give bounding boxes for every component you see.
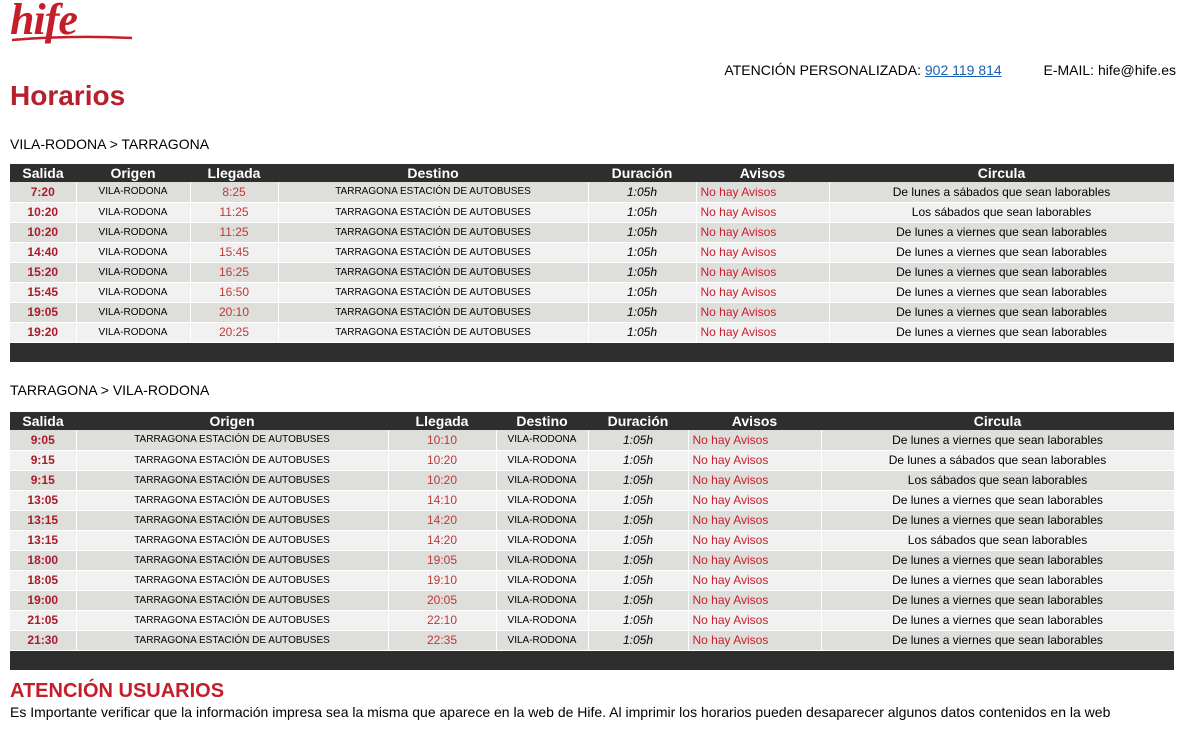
cell-origen: TARRAGONA ESTACIÓN DE AUTOBUSES [76, 470, 388, 490]
cell-circula: De lunes a sábados que sean laborables [821, 450, 1174, 470]
cell-circula: De lunes a viernes que sean laborables [829, 322, 1174, 342]
cell-circula: Los sábados que sean laborables [821, 470, 1174, 490]
schedule-table [10, 412, 1175, 670]
cell-salida: 7:20 [10, 182, 76, 202]
cell-destino: VILA-RODONA [496, 510, 588, 530]
route-title: VILA-RODONA > TARRAGONA [10, 136, 210, 152]
table-row [10, 182, 1174, 202]
phone-label: ATENCIÓN PERSONALIZADA: [724, 62, 921, 78]
cell-llegada: 19:10 [388, 570, 496, 590]
cell-salida: 19:05 [10, 302, 76, 322]
col-circula: Circula [829, 164, 1174, 182]
cell-llegada: 11:25 [190, 222, 278, 242]
cell-origen: TARRAGONA ESTACIÓN DE AUTOBUSES [76, 510, 388, 530]
col-avisos: Avisos [688, 412, 821, 430]
cell-avisos: No hay Avisos [696, 202, 829, 222]
notice-title: ATENCIÓN USUARIOS [10, 680, 225, 702]
cell-salida: 18:05 [10, 570, 76, 590]
cell-llegada: 14:20 [388, 510, 496, 530]
cell-origen: VILA-RODONA [76, 302, 190, 322]
cell-circula: De lunes a viernes que sean laborables [829, 222, 1174, 242]
cell-salida: 9:15 [10, 450, 76, 470]
cell-destino: VILA-RODONA [496, 590, 588, 610]
table-row [10, 570, 1174, 590]
cell-salida: 9:05 [10, 430, 76, 450]
cell-destino: TARRAGONA ESTACIÓN DE AUTOBUSES [278, 242, 588, 262]
cell-destino: VILA-RODONA [496, 430, 588, 450]
cell-circula: De lunes a viernes que sean laborables [829, 242, 1174, 262]
cell-avisos: No hay Avisos [696, 242, 829, 262]
cell-circula: De lunes a viernes que sean laborables [821, 610, 1174, 630]
table-row [10, 610, 1174, 630]
cell-avisos: No hay Avisos [696, 262, 829, 282]
cell-origen: TARRAGONA ESTACIÓN DE AUTOBUSES [76, 550, 388, 570]
cell-llegada: 20:25 [190, 322, 278, 342]
cell-duracion: 1:05h [588, 530, 688, 550]
cell-avisos: No hay Avisos [696, 182, 829, 202]
cell-llegada: 20:10 [190, 302, 278, 322]
cell-salida: 9:15 [10, 470, 76, 490]
table-footer-bar [10, 342, 1174, 362]
table-row [10, 242, 1174, 262]
cell-salida: 15:45 [10, 282, 76, 302]
cell-destino: VILA-RODONA [496, 610, 588, 630]
cell-destino: TARRAGONA ESTACIÓN DE AUTOBUSES [278, 262, 588, 282]
cell-duracion: 1:05h [588, 202, 696, 222]
cell-llegada: 19:05 [388, 550, 496, 570]
email-value: hife@hife.es [1097, 62, 1176, 78]
col-duracion: Duración [588, 412, 688, 430]
cell-circula: De lunes a viernes que sean laborables [821, 510, 1174, 530]
cell-llegada: 10:20 [388, 450, 496, 470]
cell-salida: 13:15 [10, 510, 76, 530]
cell-llegada: 14:10 [388, 490, 496, 510]
cell-salida: 19:20 [10, 322, 76, 342]
table-row [10, 202, 1174, 222]
cell-origen: VILA-RODONA [76, 182, 190, 202]
cell-duracion: 1:05h [588, 590, 688, 610]
cell-salida: 18:00 [10, 550, 76, 570]
table-row [10, 550, 1174, 570]
cell-salida: 19:00 [10, 590, 76, 610]
cell-duracion: 1:05h [588, 570, 688, 590]
cell-duracion: 1:05h [588, 510, 688, 530]
col-avisos: Avisos [696, 164, 829, 182]
cell-circula: Los sábados que sean laborables [821, 530, 1174, 550]
cell-duracion: 1:05h [588, 322, 696, 342]
cell-duracion: 1:05h [588, 630, 688, 650]
cell-llegada: 20:05 [388, 590, 496, 610]
cell-circula: De lunes a viernes que sean laborables [821, 430, 1174, 450]
cell-llegada: 22:10 [388, 610, 496, 630]
cell-avisos: No hay Avisos [688, 610, 821, 630]
cell-avisos: No hay Avisos [688, 490, 821, 510]
cell-duracion: 1:05h [588, 182, 696, 202]
cell-salida: 21:05 [10, 610, 76, 630]
cell-avisos: No hay Avisos [696, 222, 829, 242]
table-row [10, 590, 1174, 610]
cell-avisos: No hay Avisos [688, 630, 821, 650]
cell-circula: Los sábados que sean laborables [829, 202, 1174, 222]
col-origen: Origen [76, 164, 190, 182]
table-row [10, 450, 1174, 470]
cell-destino: VILA-RODONA [496, 450, 588, 470]
cell-origen: TARRAGONA ESTACIÓN DE AUTOBUSES [76, 610, 388, 630]
cell-origen: TARRAGONA ESTACIÓN DE AUTOBUSES [76, 490, 388, 510]
notice-text: Es Importante verificar que la información impresa sea la misma que aparece en la web de Hife. Al imprimir los horarios pueden desaparecer algunos datos contenidos en la web [10, 704, 1111, 720]
cell-llegada: 8:25 [190, 182, 278, 202]
cell-duracion: 1:05h [588, 470, 688, 490]
logo-swoosh-icon [10, 34, 134, 44]
cell-origen: TARRAGONA ESTACIÓN DE AUTOBUSES [76, 530, 388, 550]
table-row [10, 322, 1174, 342]
cell-avisos: No hay Avisos [688, 510, 821, 530]
cell-duracion: 1:05h [588, 282, 696, 302]
cell-salida: 10:20 [10, 222, 76, 242]
cell-llegada: 16:25 [190, 262, 278, 282]
cell-salida: 13:05 [10, 490, 76, 510]
cell-avisos: No hay Avisos [696, 322, 829, 342]
cell-destino: VILA-RODONA [496, 470, 588, 490]
cell-circula: De lunes a sábados que sean laborables [829, 182, 1174, 202]
cell-duracion: 1:05h [588, 302, 696, 322]
cell-origen: TARRAGONA ESTACIÓN DE AUTOBUSES [76, 450, 388, 470]
cell-circula: De lunes a viernes que sean laborables [821, 490, 1174, 510]
cell-destino: TARRAGONA ESTACIÓN DE AUTOBUSES [278, 222, 588, 242]
cell-avisos: No hay Avisos [688, 530, 821, 550]
col-salida: Salida [10, 164, 76, 182]
cell-circula: De lunes a viernes que sean laborables [829, 302, 1174, 322]
col-destino: Destino [496, 412, 588, 430]
cell-duracion: 1:05h [588, 222, 696, 242]
table-row [10, 302, 1174, 322]
cell-duracion: 1:05h [588, 430, 688, 450]
cell-destino: TARRAGONA ESTACIÓN DE AUTOBUSES [278, 202, 588, 222]
cell-circula: De lunes a viernes que sean laborables [829, 262, 1174, 282]
cell-duracion: 1:05h [588, 262, 696, 282]
cell-avisos: No hay Avisos [688, 470, 821, 490]
cell-origen: TARRAGONA ESTACIÓN DE AUTOBUSES [76, 590, 388, 610]
cell-origen: TARRAGONA ESTACIÓN DE AUTOBUSES [76, 430, 388, 450]
table-row [10, 262, 1174, 282]
col-llegada: Llegada [388, 412, 496, 430]
col-salida: Salida [10, 412, 76, 430]
cell-salida: 15:20 [10, 262, 76, 282]
table-row [10, 510, 1174, 530]
cell-origen: TARRAGONA ESTACIÓN DE AUTOBUSES [76, 630, 388, 650]
cell-destino: VILA-RODONA [496, 490, 588, 510]
cell-avisos: No hay Avisos [688, 570, 821, 590]
cell-salida: 10:20 [10, 202, 76, 222]
cell-circula: De lunes a viernes que sean laborables [821, 590, 1174, 610]
cell-destino: TARRAGONA ESTACIÓN DE AUTOBUSES [278, 182, 588, 202]
cell-origen: TARRAGONA ESTACIÓN DE AUTOBUSES [76, 570, 388, 590]
table-footer-bar [10, 650, 1174, 670]
contact-bar [724, 62, 1176, 78]
cell-avisos: No hay Avisos [688, 430, 821, 450]
cell-duracion: 1:05h [588, 242, 696, 262]
table-row [10, 430, 1174, 450]
cell-origen: VILA-RODONA [76, 242, 190, 262]
page-title: Horarios [10, 80, 126, 111]
cell-origen: VILA-RODONA [76, 202, 190, 222]
cell-llegada: 10:10 [388, 430, 496, 450]
table-row [10, 222, 1174, 242]
col-duracion: Duración [588, 164, 696, 182]
cell-salida: 21:30 [10, 630, 76, 650]
route-title: TARRAGONA > VILA-RODONA [10, 382, 210, 398]
cell-destino: VILA-RODONA [496, 630, 588, 650]
cell-avisos: No hay Avisos [688, 450, 821, 470]
cell-origen: VILA-RODONA [76, 322, 190, 342]
hife-logo[interactable]: hife [10, 0, 77, 44]
cell-avisos: No hay Avisos [696, 302, 829, 322]
cell-circula: De lunes a viernes que sean laborables [821, 570, 1174, 590]
cell-circula: De lunes a viernes que sean laborables [821, 550, 1174, 570]
cell-duracion: 1:05h [588, 610, 688, 630]
cell-duracion: 1:05h [588, 490, 688, 510]
cell-destino: TARRAGONA ESTACIÓN DE AUTOBUSES [278, 302, 588, 322]
cell-llegada: 11:25 [190, 202, 278, 222]
table-row [10, 470, 1174, 490]
cell-llegada: 15:45 [190, 242, 278, 262]
cell-avisos: No hay Avisos [688, 550, 821, 570]
schedule-table [10, 164, 1175, 362]
cell-duracion: 1:05h [588, 450, 688, 470]
cell-llegada: 22:35 [388, 630, 496, 650]
cell-duracion: 1:05h [588, 550, 688, 570]
table-row [10, 490, 1174, 510]
cell-origen: VILA-RODONA [76, 222, 190, 242]
col-llegada: Llegada [190, 164, 278, 182]
cell-avisos: No hay Avisos [688, 590, 821, 610]
cell-salida: 14:40 [10, 242, 76, 262]
cell-circula: De lunes a viernes que sean laborables [821, 630, 1174, 650]
cell-destino: VILA-RODONA [496, 530, 588, 550]
cell-origen: VILA-RODONA [76, 262, 190, 282]
cell-llegada: 10:20 [388, 470, 496, 490]
cell-llegada: 16:50 [190, 282, 278, 302]
cell-salida: 13:15 [10, 530, 76, 550]
email-label: E-MAIL: [1043, 62, 1095, 78]
phone-link[interactable]: 902 119 814 [924, 62, 1002, 78]
col-circula: Circula [821, 412, 1174, 430]
table-row [10, 282, 1174, 302]
cell-origen: VILA-RODONA [76, 282, 190, 302]
table-header-row [10, 412, 1174, 430]
table-header-row [10, 164, 1174, 182]
table-row [10, 530, 1174, 550]
table-row [10, 630, 1174, 650]
col-destino: Destino [278, 164, 588, 182]
cell-destino: VILA-RODONA [496, 570, 588, 590]
cell-circula: De lunes a viernes que sean laborables [829, 282, 1174, 302]
cell-destino: TARRAGONA ESTACIÓN DE AUTOBUSES [278, 282, 588, 302]
cell-destino: VILA-RODONA [496, 550, 588, 570]
cell-destino: TARRAGONA ESTACIÓN DE AUTOBUSES [278, 322, 588, 342]
col-origen: Origen [76, 412, 388, 430]
cell-llegada: 14:20 [388, 530, 496, 550]
cell-avisos: No hay Avisos [696, 282, 829, 302]
